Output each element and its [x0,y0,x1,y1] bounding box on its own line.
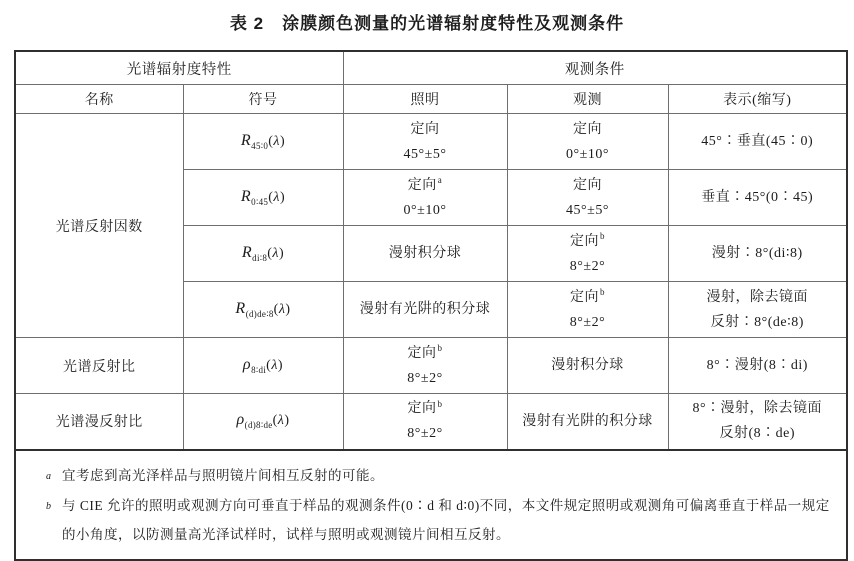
symbol-subscript: 0∶45 [251,196,269,207]
footnote-marker-a: a [46,470,52,482]
notation-cell [668,226,847,282]
symbol-lambda: λ [278,301,286,317]
footnote-b [40,491,832,549]
header-group-row [15,51,847,85]
header-observation-conditions-group: 观测条件 [343,51,847,85]
symbol-paren-open: ( [272,413,278,429]
observation-cell [507,338,668,394]
symbol-base: ρ [242,355,252,373]
cell-line: 0°±10° [566,146,609,162]
symbol-lambda: λ [273,189,280,205]
illumination-cell [343,170,507,226]
footnotes-cell [15,450,847,560]
footnote-text: 宜考虑到高光泽样品与照明镜片间相互反射的可能。 [62,467,384,483]
cell-line: 反射∶8°(de∶8) [710,314,804,330]
cell-text: 定向 [570,233,599,249]
cell-line: 漫射∶8°(di∶8) [711,246,803,261]
footnote-text: 与 CIE 允许的照明或观测方向可垂直于样品的观测条件(0∶d 和 d∶0)不同，本文件规定照明或观测角可偏离垂直于样品一规定的小角度，以防测量高光泽试样时，试样与照明或观测镜片间相互反射。 [62,497,830,542]
cell-line: 45°±5° [566,202,609,218]
table-row [15,394,847,450]
symbol-paren-open: ( [268,133,274,149]
header-illumination: 照明 [343,85,507,114]
observation-cell [507,282,668,338]
symbol-paren-open: ( [273,301,279,317]
footnote-marker-b: b [46,500,52,512]
illumination-cell [343,338,507,394]
cell-line [344,341,507,366]
header-name: 名称 [15,85,183,114]
notation-cell [668,394,847,450]
symbol-lambda: λ [273,133,280,149]
cell-line [344,173,507,198]
illumination-cell [343,226,507,282]
cell-line: 8°±2° [407,426,443,442]
cell-line: 定向 [573,177,602,193]
cell-line: 8°±2° [569,314,606,330]
symbol-subscript: (d)8∶de [244,420,273,431]
observation-cell [507,226,668,282]
notation-cell [668,114,847,170]
name-cell-diffuse-reflectance: 光谱漫反射比 [15,394,183,450]
header-columns-row [15,85,847,114]
table-row [15,114,847,170]
name-cell-reflectance: 光谱反射比 [15,338,183,394]
notation-cell [668,170,847,226]
symbol-subscript: 8∶di [251,364,267,375]
cell-line: 漫射，除去镜面 [706,289,808,305]
cell-line: 定向 [410,121,440,137]
cell-line: 反射(8∶de) [719,426,796,442]
symbol-subscript: di∶8 [252,252,268,263]
symbol-paren-close: ) [278,245,285,261]
symbol-cell [183,282,343,338]
table-row [15,338,847,394]
cell-line: 8°∶漫射(8∶di) [706,358,808,373]
symbol-cell [183,394,343,450]
symbol-lambda: λ [271,357,278,373]
cell-line: 漫射积分球 [388,246,462,261]
cell-line: 45°±5° [403,146,447,162]
symbol-subscript: (d)de∶8 [245,308,274,319]
notation-cell [668,282,847,338]
symbol-subscript: 45∶0 [251,140,269,151]
symbol-cell [183,114,343,170]
symbol-cell [183,338,343,394]
footnote-ref-b: b [600,286,605,297]
footnote-ref-b: b [437,398,443,409]
cell-line: 漫射积分球 [551,358,624,373]
symbol-base: R [240,187,252,205]
cell-line: 45°∶垂直(45∶0) [701,134,814,149]
observation-cell [507,170,668,226]
cell-line: 漫射有光阱的积分球 [522,413,653,429]
observation-cell [507,114,668,170]
symbol-paren-open: ( [266,357,272,373]
symbol-paren-close: ) [279,189,286,205]
symbol-base: R [235,299,246,317]
symbol-lambda: λ [272,245,279,261]
name-cell-reflectance-factor: 光谱反射因数 [15,114,183,338]
cell-text: 定向 [570,289,599,305]
cell-text: 定向 [407,345,437,361]
symbol-base: R [241,243,253,261]
symbol-paren-close: ) [284,413,290,429]
cell-line: 0°±10° [403,202,447,218]
symbol-paren-close: ) [279,133,286,149]
illumination-cell [343,282,507,338]
symbol-cell [183,170,343,226]
symbol-paren-open: ( [267,245,273,261]
symbol-paren-close: ) [277,357,284,373]
symbol-paren-open: ( [268,189,274,205]
spectral-conditions-table [14,50,848,561]
illumination-cell [343,114,507,170]
header-observation: 观测 [507,85,668,114]
cell-line: 8°±2° [569,258,606,274]
header-symbol: 符号 [183,85,343,114]
cell-line: 漫射有光阱的积分球 [359,302,491,317]
cell-text: 定向 [407,177,437,193]
header-spectral-radiometric-group: 光谱辐射度特性 [15,51,343,85]
symbol-base: ρ [236,411,245,429]
footnotes-row [15,450,847,560]
cell-line: 8°∶漫射，除去镜面 [692,401,823,417]
cell-line: 垂直∶45°(0∶45) [701,190,814,205]
symbol-lambda: λ [277,413,285,429]
footnote-ref-a: a [437,174,443,185]
cell-line [508,285,668,310]
observation-cell [507,394,668,450]
symbol-cell [183,226,343,282]
footnote-ref-b: b [437,342,443,353]
symbol-base: R [240,131,252,149]
illumination-cell [343,394,507,450]
cell-line [508,229,668,254]
cell-line [344,396,507,421]
footnote-a [40,461,832,490]
footnote-ref-b: b [600,230,605,241]
notation-cell [668,338,847,394]
cell-line: 8°±2° [407,370,443,386]
cell-line: 定向 [573,121,602,137]
cell-text: 定向 [407,401,437,417]
page-title: 表 2 涂膜颜色测量的光谱辐射度特性及观测条件 [229,14,625,33]
symbol-paren-close: ) [285,301,291,317]
header-notation: 表示(缩写) [668,85,847,114]
